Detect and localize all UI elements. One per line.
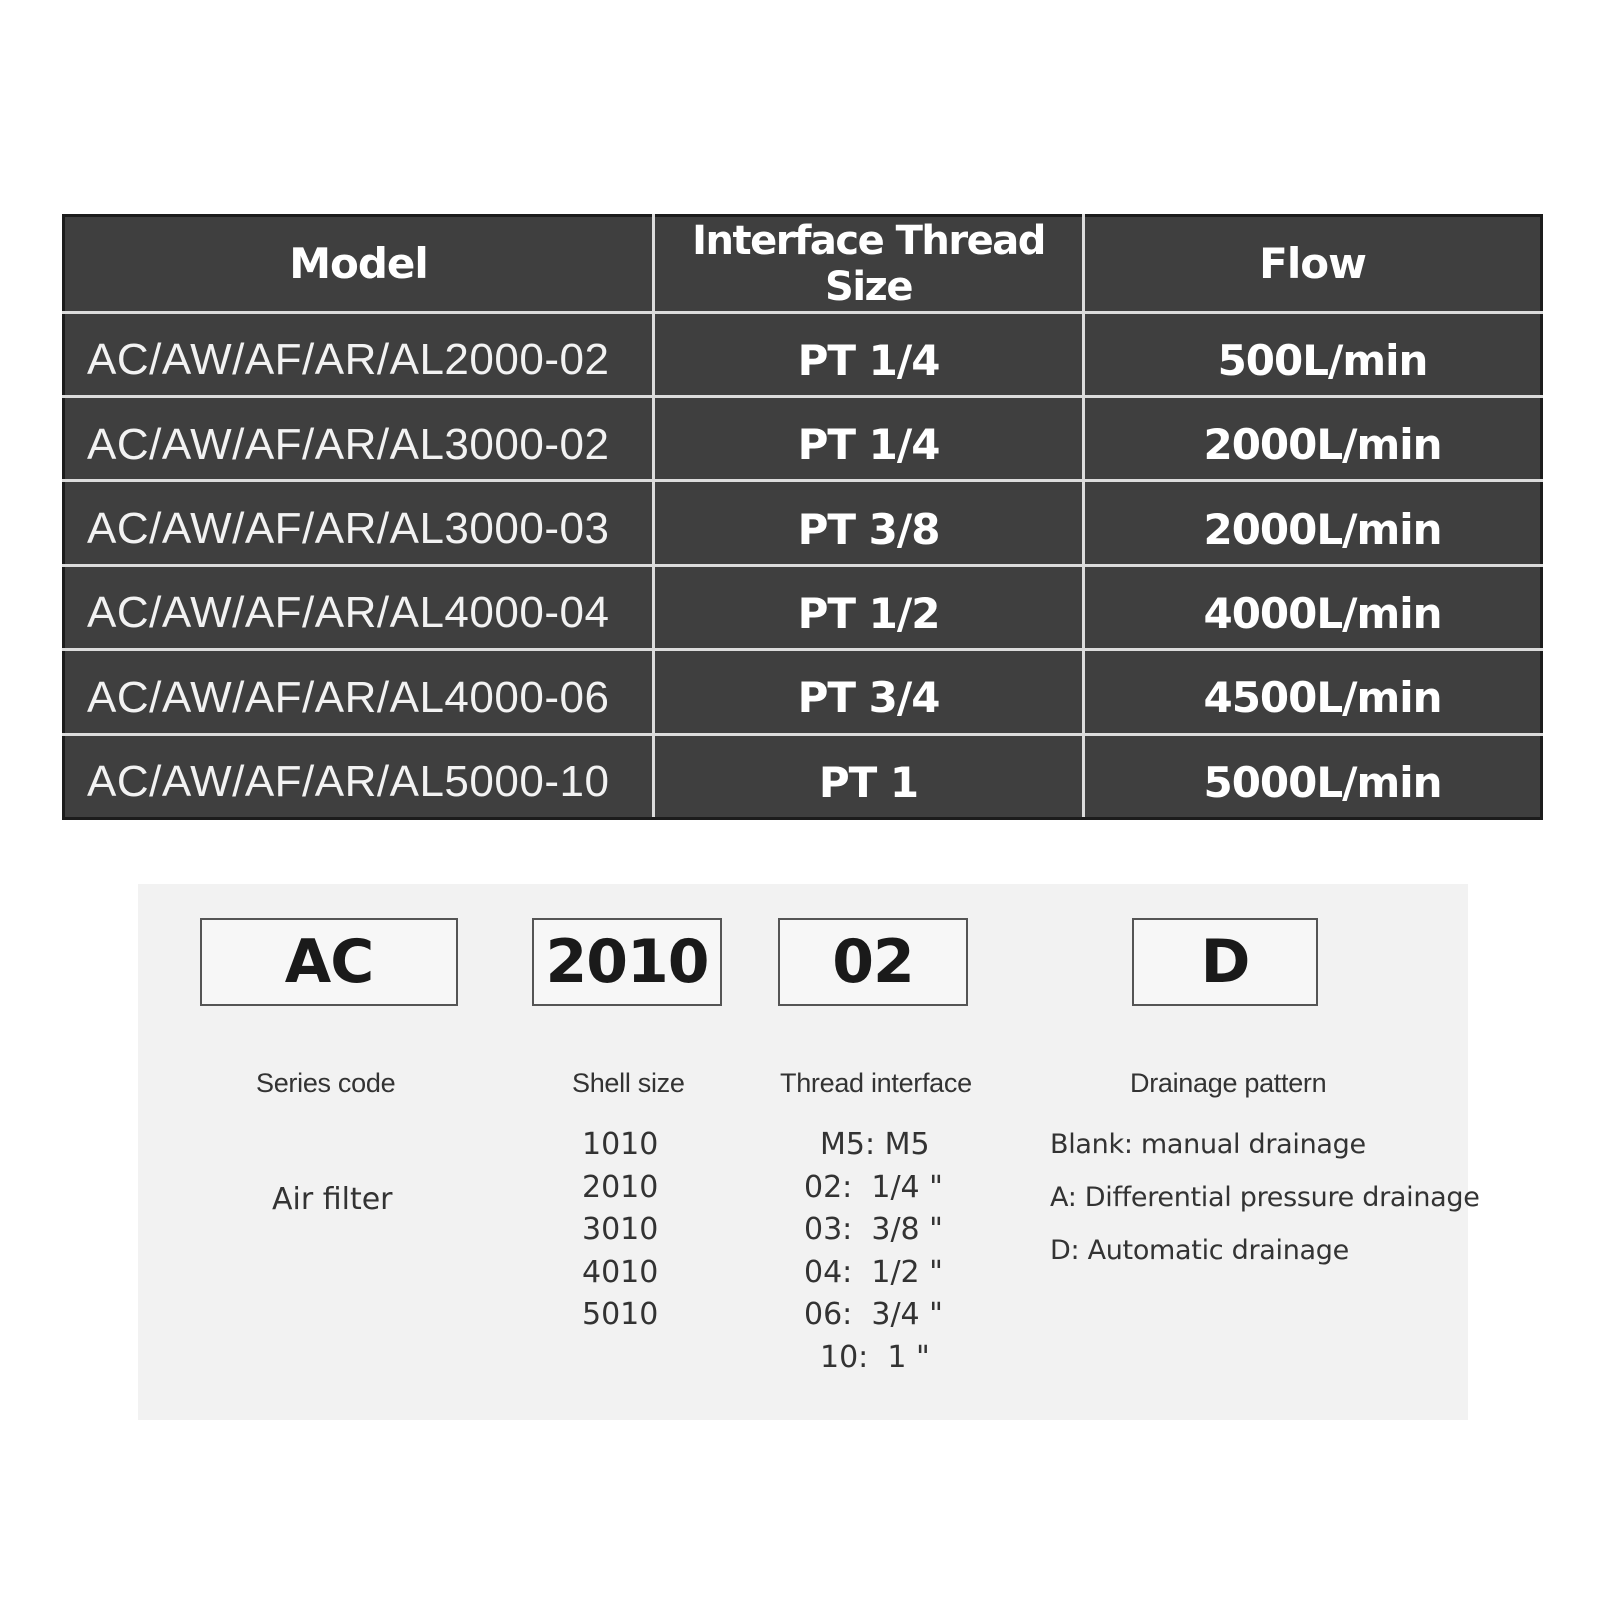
model-cell: AC/AW/AF/AR/AL4000-06 bbox=[64, 650, 654, 734]
header-flow: Flow bbox=[1084, 216, 1542, 313]
flow-cell: 5000L/min bbox=[1084, 734, 1542, 818]
table-row bbox=[64, 396, 1542, 480]
list-item: 5010 bbox=[582, 1297, 659, 1332]
shell-size-label: Shell size bbox=[572, 1068, 685, 1098]
header-thread-size: Interface Thread Size bbox=[654, 216, 1084, 313]
table-row bbox=[64, 734, 1542, 818]
list-item: 03: 3/8 " bbox=[804, 1212, 943, 1247]
thread-interface-label: Thread interface bbox=[780, 1068, 972, 1098]
shell-size-list bbox=[582, 1124, 658, 1337]
list-item: 02: 1/4 " bbox=[804, 1169, 943, 1205]
thread-option-list bbox=[804, 1124, 943, 1379]
list-item: 06: 3/4 " bbox=[804, 1297, 943, 1332]
table-row bbox=[64, 650, 1542, 734]
flow-cell: 4000L/min bbox=[1084, 565, 1542, 649]
spec-table bbox=[62, 214, 1543, 820]
thread-cell: PT 1/2 bbox=[654, 565, 1084, 649]
list-item: M5: M5 bbox=[820, 1127, 930, 1162]
list-item: 3010 bbox=[582, 1212, 659, 1247]
list-item: 10: 1 " bbox=[820, 1339, 930, 1375]
series-code-label: Series code bbox=[256, 1068, 396, 1098]
table-header-row bbox=[64, 216, 1542, 313]
model-cell: AC/AW/AF/AR/AL3000-02 bbox=[64, 396, 654, 480]
thread-cell: PT 3/4 bbox=[654, 650, 1084, 734]
model-cell: AC/AW/AF/AR/AL4000-04 bbox=[64, 565, 654, 649]
thread-cell: PT 3/8 bbox=[654, 481, 1084, 565]
flow-cell: 4500L/min bbox=[1084, 650, 1542, 734]
shell-size-box: 2010 bbox=[532, 918, 722, 1006]
table-row bbox=[64, 312, 1542, 396]
flow-cell: 500L/min bbox=[1084, 312, 1542, 396]
list-item: 04: 1/2 " bbox=[804, 1254, 943, 1290]
thread-cell: PT 1 bbox=[654, 734, 1084, 818]
thread-interface-box: 02 bbox=[778, 918, 968, 1006]
table-row bbox=[64, 565, 1542, 649]
thread-cell: PT 1/4 bbox=[654, 312, 1084, 396]
model-code-explanation bbox=[138, 884, 1480, 1420]
drainage-pattern-label: Drainage pattern bbox=[1130, 1068, 1327, 1098]
header-model: Model bbox=[64, 216, 654, 313]
drainage-pattern-box: D bbox=[1132, 918, 1318, 1006]
flow-cell: 2000L/min bbox=[1084, 396, 1542, 480]
list-item: A: Differential pressure drainage bbox=[1050, 1182, 1480, 1213]
series-code-box: AC bbox=[200, 918, 458, 1006]
series-air-filter: Air filter bbox=[272, 1182, 393, 1217]
thread-cell: PT 1/4 bbox=[654, 396, 1084, 480]
list-item: D: Automatic drainage bbox=[1050, 1235, 1349, 1266]
model-cell: AC/AW/AF/AR/AL5000-10 bbox=[64, 734, 654, 818]
flow-cell: 2000L/min bbox=[1084, 481, 1542, 565]
list-item: Blank: manual drainage bbox=[1050, 1129, 1366, 1160]
list-item: 4010 bbox=[582, 1254, 659, 1290]
model-cell: AC/AW/AF/AR/AL2000-02 bbox=[64, 312, 654, 396]
table-row bbox=[64, 481, 1542, 565]
list-item: 2010 bbox=[582, 1169, 659, 1205]
model-cell: AC/AW/AF/AR/AL3000-03 bbox=[64, 481, 654, 565]
list-item: 1010 bbox=[582, 1127, 659, 1162]
drainage-option-list bbox=[1050, 1118, 1480, 1277]
